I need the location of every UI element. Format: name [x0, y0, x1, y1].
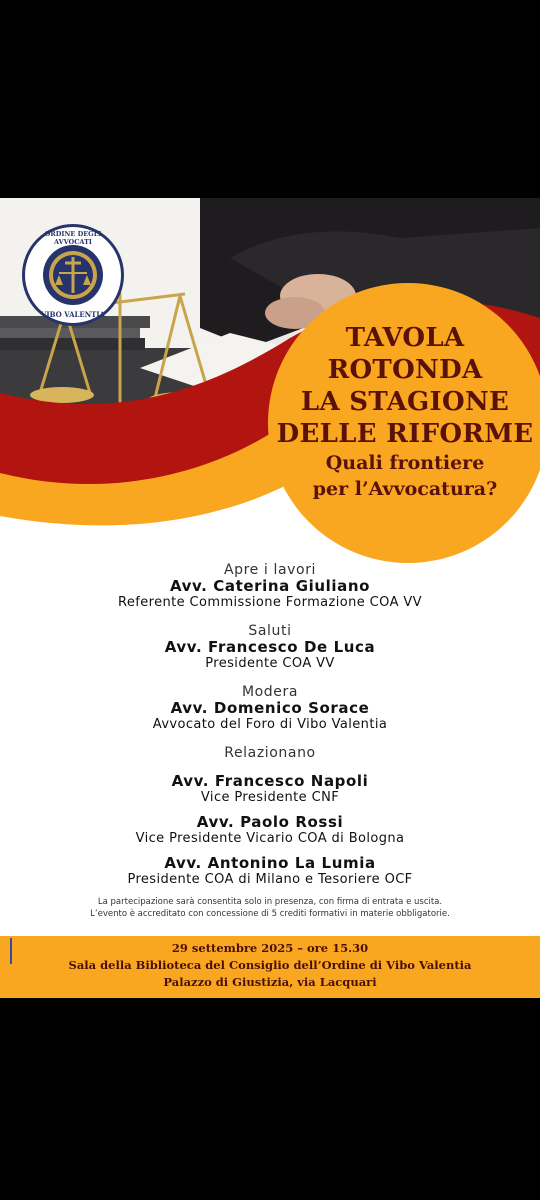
- speaker-name: Avv. Francesco De Luca: [164, 638, 376, 656]
- role-label: Apre i lavori: [223, 562, 317, 578]
- speaker-name: Avv. Domenico Sorace: [170, 699, 370, 717]
- logo-text-top: ORDINE DEGLI AVVOCATI: [44, 230, 102, 246]
- speaker-name: Avv. Antonino La Lumia: [164, 854, 376, 872]
- program-list: [0, 562, 540, 888]
- note-line: La partecipazione sarà consentita solo in presenza, con firma di entrata e uscita.: [97, 897, 443, 907]
- subtitle-line: Quali frontiere: [325, 452, 485, 474]
- side-watermark-icon: [6, 938, 16, 964]
- role-label: Modera: [241, 684, 299, 700]
- title-line: LA STAGIONE: [300, 387, 510, 417]
- subtitle-line: per l’Avvocatura?: [312, 478, 498, 500]
- event-title: [270, 322, 540, 502]
- hero-banner: [0, 198, 540, 578]
- title-line: TAVOLA: [345, 323, 465, 353]
- event-venue: Sala della Biblioteca del Consiglio dell’Ordine di Vibo Valentia: [68, 958, 472, 972]
- speaker-name: Avv. Francesco Napoli: [171, 772, 369, 790]
- participation-note: [0, 896, 540, 920]
- event-address: Palazzo di Giustizia, via Lacquari: [163, 975, 377, 989]
- event-poster: [0, 198, 540, 998]
- event-datetime: 29 settembre 2025 – ore 15.30: [171, 941, 369, 955]
- speaker-name: Avv. Paolo Rossi: [196, 813, 344, 831]
- speaker-title: Presidente COA di Milano e Tesoriere OCF: [127, 872, 413, 887]
- title-line: DELLE RIFORME: [276, 419, 534, 449]
- speaker-title: Referente Commissione Formazione COA VV: [118, 595, 422, 610]
- title-line: ROTONDA: [327, 355, 483, 385]
- speaker-title: Presidente COA VV: [205, 656, 335, 671]
- speaker-name: Avv. Caterina Giuliano: [169, 577, 371, 595]
- role-label: Relazionano: [224, 745, 316, 761]
- note-line: L’evento è accreditato con concessione di 5 crediti formativi in materie obbligatorie.: [90, 909, 450, 919]
- event-details-bar: [0, 936, 540, 998]
- logo-text-bottom: VIBO VALENTIA: [40, 310, 106, 319]
- speaker-title: Avvocato del Foro di Vibo Valentia: [152, 717, 388, 732]
- role-label: Saluti: [248, 623, 292, 639]
- speaker-title: Vice Presidente Vicario COA di Bologna: [135, 831, 405, 846]
- bar-association-logo: [22, 224, 124, 326]
- speaker-title: Vice Presidente CNF: [200, 790, 340, 805]
